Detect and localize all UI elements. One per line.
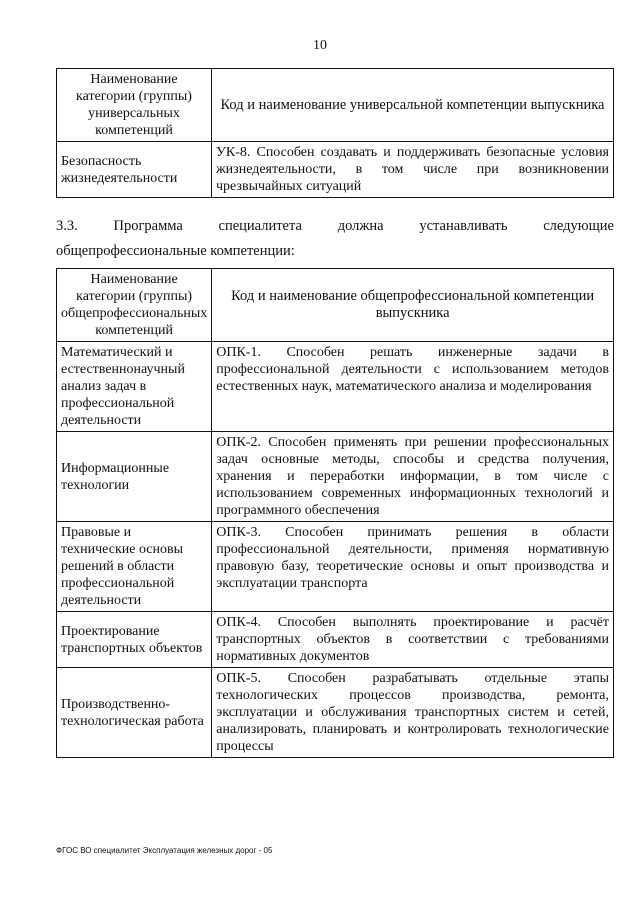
table-row [57, 432, 614, 522]
category-cell: Производственно-технологическая работа [57, 668, 212, 758]
paragraph-line-2: общепрофессиональные компетенции: [56, 243, 295, 259]
category-cell: Проектирование транспортных объектов [57, 612, 212, 668]
paragraph-word: устанавливать [419, 218, 508, 234]
description-cell: ОПК-1. Способен решать инженерные задачи в профессиональной деятельности с использованием методов естественных наук, математического анализа и моделирования [212, 342, 614, 432]
header-code-cell: Код и наименование универсальной компетенции выпускника [212, 69, 614, 142]
description-cell: ОПК-4. Способен выполнять проектирование и расчёт транспортных объектов в соответствии с требованиями нормативных документов [212, 612, 614, 668]
paragraph-word: следующие [543, 218, 614, 234]
table-row [57, 612, 614, 668]
description-cell: ОПК-5. Способен разрабатывать отдельные этапы технологических процессов производства, ремонта, эксплуатации и обслуживания транспортных систем и сетей, анализировать, планировать и контролировать технологические процессы [212, 668, 614, 758]
table-row [57, 342, 614, 432]
header-code-cell: Код и наименование общепрофессиональной компетенции выпускника [212, 269, 614, 342]
description-cell: ОПК-2. Способен применять при решении профессиональных задач основные методы, способы и средства получения, хранения и переработки информации, в том числе с использованием современных информационных технологий и программного обеспечения [212, 432, 614, 522]
document-footer: ФГОС ВО специалитет Эксплуатация железных дорог - 05 [56, 846, 273, 855]
section-paragraph [56, 214, 614, 264]
header-category-cell: Наименование категории (группы) общепрофессиональных компетенций [57, 269, 212, 342]
table-row [57, 522, 614, 612]
paragraph-line-1 [56, 214, 614, 239]
header-category-cell: Наименование категории (группы) универсальных компетенций [57, 69, 212, 142]
table-header-row [57, 269, 614, 342]
description-cell: ОПК-3. Способен принимать решения в области профессиональной деятельности, применяя нормативную правовую базу, теоретические основы и опыт производства и эксплуатации транспорта [212, 522, 614, 612]
paragraph-word: должна [337, 218, 384, 234]
universal-competencies-table [56, 68, 614, 198]
paragraph-number: 3.3. [56, 218, 78, 234]
description-cell: УК-8. Способен создавать и поддерживать безопасные условия жизнедеятельности, в том числе при возникновении чрезвычайных ситуаций [212, 142, 614, 198]
general-competencies-table [56, 268, 614, 758]
table-row [57, 142, 614, 198]
table-row [57, 668, 614, 758]
category-cell: Информационные технологии [57, 432, 212, 522]
page-number: 10 [313, 38, 327, 53]
table-header-row [57, 69, 614, 142]
category-cell: Математический и естественнонаучный анализ задач в профессиональной деятельности [57, 342, 212, 432]
paragraph-word: Программа [113, 218, 183, 234]
category-cell: Правовые и технические основы решений в области профессиональной деятельности [57, 522, 212, 612]
category-cell: Безопасность жизнедеятельности [57, 142, 212, 198]
paragraph-word: специалитета [218, 218, 302, 234]
